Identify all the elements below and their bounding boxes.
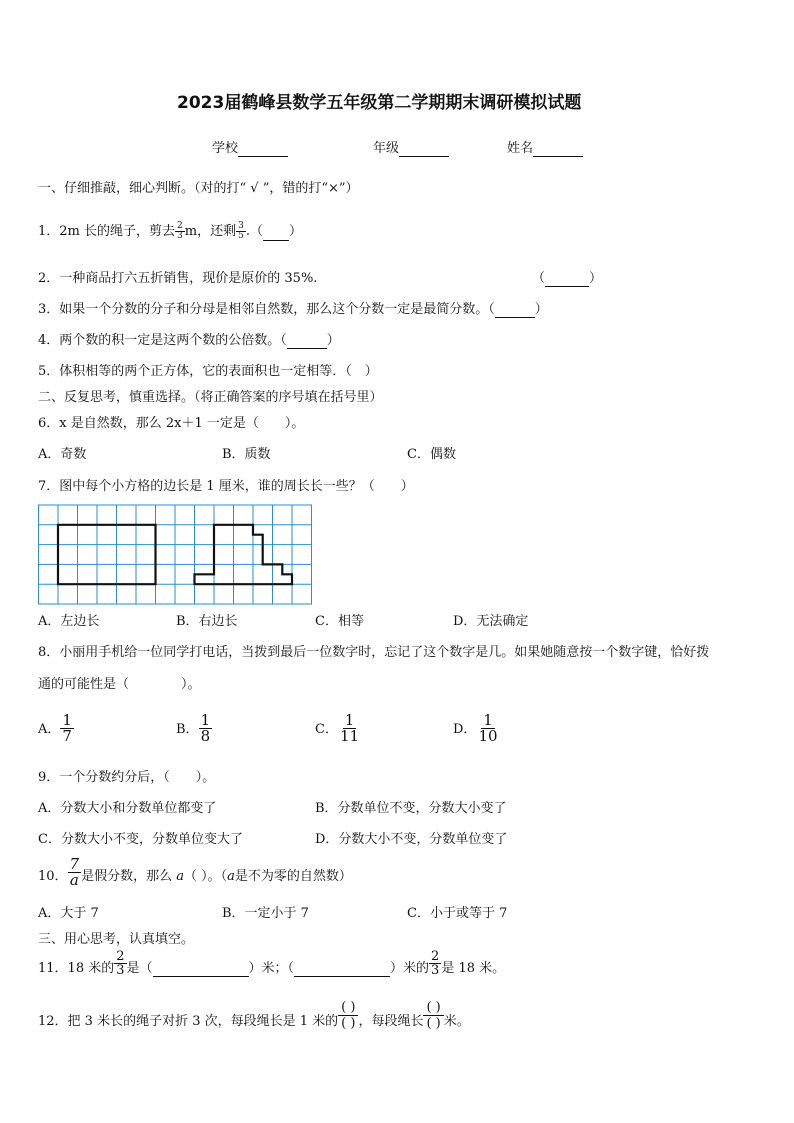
q6-option-c[interactable]: C．偶数	[407, 447, 456, 462]
q7-option-c[interactable]: C．相等	[315, 614, 364, 629]
grid-figure	[38, 504, 312, 605]
q9-option-a[interactable]: A．分数大小和分数单位都变了	[38, 801, 217, 816]
q7-option-a[interactable]: A．左边长	[38, 614, 100, 629]
q9-option-b[interactable]: B．分数单位不变，分数大小变了	[315, 801, 507, 816]
question-2-answer[interactable]: （ ）	[532, 271, 603, 286]
question-10: 10． $\frac{7}{a}$ 是假分数，那么 a（ ）。（a是不为零的自然数）	[38, 855, 352, 889]
page-title: 2023届鹤峰县数学五年级第二学期期末调研模拟试题	[177, 93, 582, 113]
question-4: 4．两个数的积一定是这两个数的公倍数。（ ）	[38, 333, 340, 348]
answer-blank[interactable]	[287, 348, 327, 349]
grade-field[interactable]	[373, 141, 449, 157]
q8-option-a[interactable]: A． $\frac{1}{7}$	[38, 711, 72, 745]
answer-blank-1[interactable]	[153, 976, 249, 977]
fraction-7-over-a: $\frac{7}{a}$	[69, 855, 80, 889]
school-field[interactable]	[212, 141, 288, 157]
answer-blank[interactable]	[495, 317, 535, 318]
section-3-heading: 三、用心思考，认真填空。	[38, 932, 195, 947]
q10-option-c[interactable]: C．小于或等于 7	[407, 906, 508, 921]
section-1-heading: 一、仔细推敲，细心判断。（对的打“ √ ”，错的打“×”）	[38, 181, 359, 196]
question-11: 11．18 米的 $\frac{2}{3}$ 是（ ）米；（ ）米的 $\frac{2}{3}$ 是 18 米。	[38, 949, 506, 978]
question-9: 9．一个分数约分后，（ ）。	[38, 770, 216, 785]
q8-option-b[interactable]: B． $\frac{1}{8}$	[176, 711, 211, 745]
answer-blank-2[interactable]	[294, 976, 390, 977]
fraction-three-fifths: $\frac{3}{5}$	[238, 221, 244, 241]
question-12: 12．把 3 米长的绳子对折 3 次，每段绳长是 1 米的 $\frac{( )}{( )}$ ，每段绳长 $\frac{( )}{( )}$ 米。	[38, 1000, 470, 1031]
question-8-line-1: 8．小丽用手机给一位同学打电话，当拨到最后一位数字时，忘记了这个数字是几。如果她随意按一个数字键，恰好拨	[38, 645, 710, 660]
section-2-heading: 二、反复思考，慎重选择。（将正确答案的序号填在括号里）	[38, 390, 383, 405]
q8-option-c[interactable]: C． $\frac{1}{11}$	[315, 711, 360, 745]
q8-option-d[interactable]: D． $\frac{1}{10}$	[453, 711, 498, 745]
question-5: 5．体积相等的两个正方体，它的表面积也一定相等．（ ）	[38, 364, 378, 379]
question-8-line-2: 通的可能性是（ ）。	[38, 677, 201, 692]
answer-fraction-1[interactable]: $\frac{( )}{( )}$	[338, 1000, 358, 1031]
grid-lines	[38, 505, 312, 604]
q7-option-d[interactable]: D．无法确定	[453, 614, 529, 629]
q9-option-c[interactable]: C．分数大小不变，分数单位变大了	[38, 832, 243, 847]
question-3: 3．如果一个分数的分子和分母是相邻自然数，那么这个分数一定是最简分数。（ ）	[38, 302, 548, 317]
grade-label: 年级	[373, 141, 400, 156]
right-step-shape	[195, 525, 293, 584]
q10-option-a[interactable]: A．大于 7	[38, 906, 99, 921]
answer-fraction-2[interactable]: $\frac{( )}{( )}$	[423, 1000, 443, 1031]
q6-option-a[interactable]: A．奇数	[38, 447, 87, 462]
left-rectangle-shape	[58, 525, 156, 584]
q10-option-b[interactable]: B．一定小于 7	[222, 906, 309, 921]
q6-option-b[interactable]: B．质数	[222, 447, 271, 462]
name-label: 姓名	[507, 141, 534, 156]
question-6: 6．x 是自然数，那么 2x＋1 一定是（ ）。	[38, 416, 305, 431]
q7-option-b[interactable]: B．右边长	[176, 614, 238, 629]
answer-blank[interactable]	[263, 240, 289, 241]
name-field[interactable]	[507, 141, 583, 157]
q9-option-d[interactable]: D．分数大小不变，分数单位变了	[315, 832, 508, 847]
school-label: 学校	[212, 141, 239, 156]
fraction-two-thirds: $\frac{2}{3}$	[177, 221, 183, 241]
question-2: 2．一种商品打六五折销售，现价是原价的 35%.	[38, 271, 318, 286]
question-1: 1．2m 长的绳子，剪去 $\frac{2}{3}$ m，还剩 $\frac{3}{5}$ .（ ）	[38, 221, 302, 241]
question-7: 7．图中每个小方格的边长是 1 厘米，谁的周长长一些？（ ）	[38, 479, 414, 494]
